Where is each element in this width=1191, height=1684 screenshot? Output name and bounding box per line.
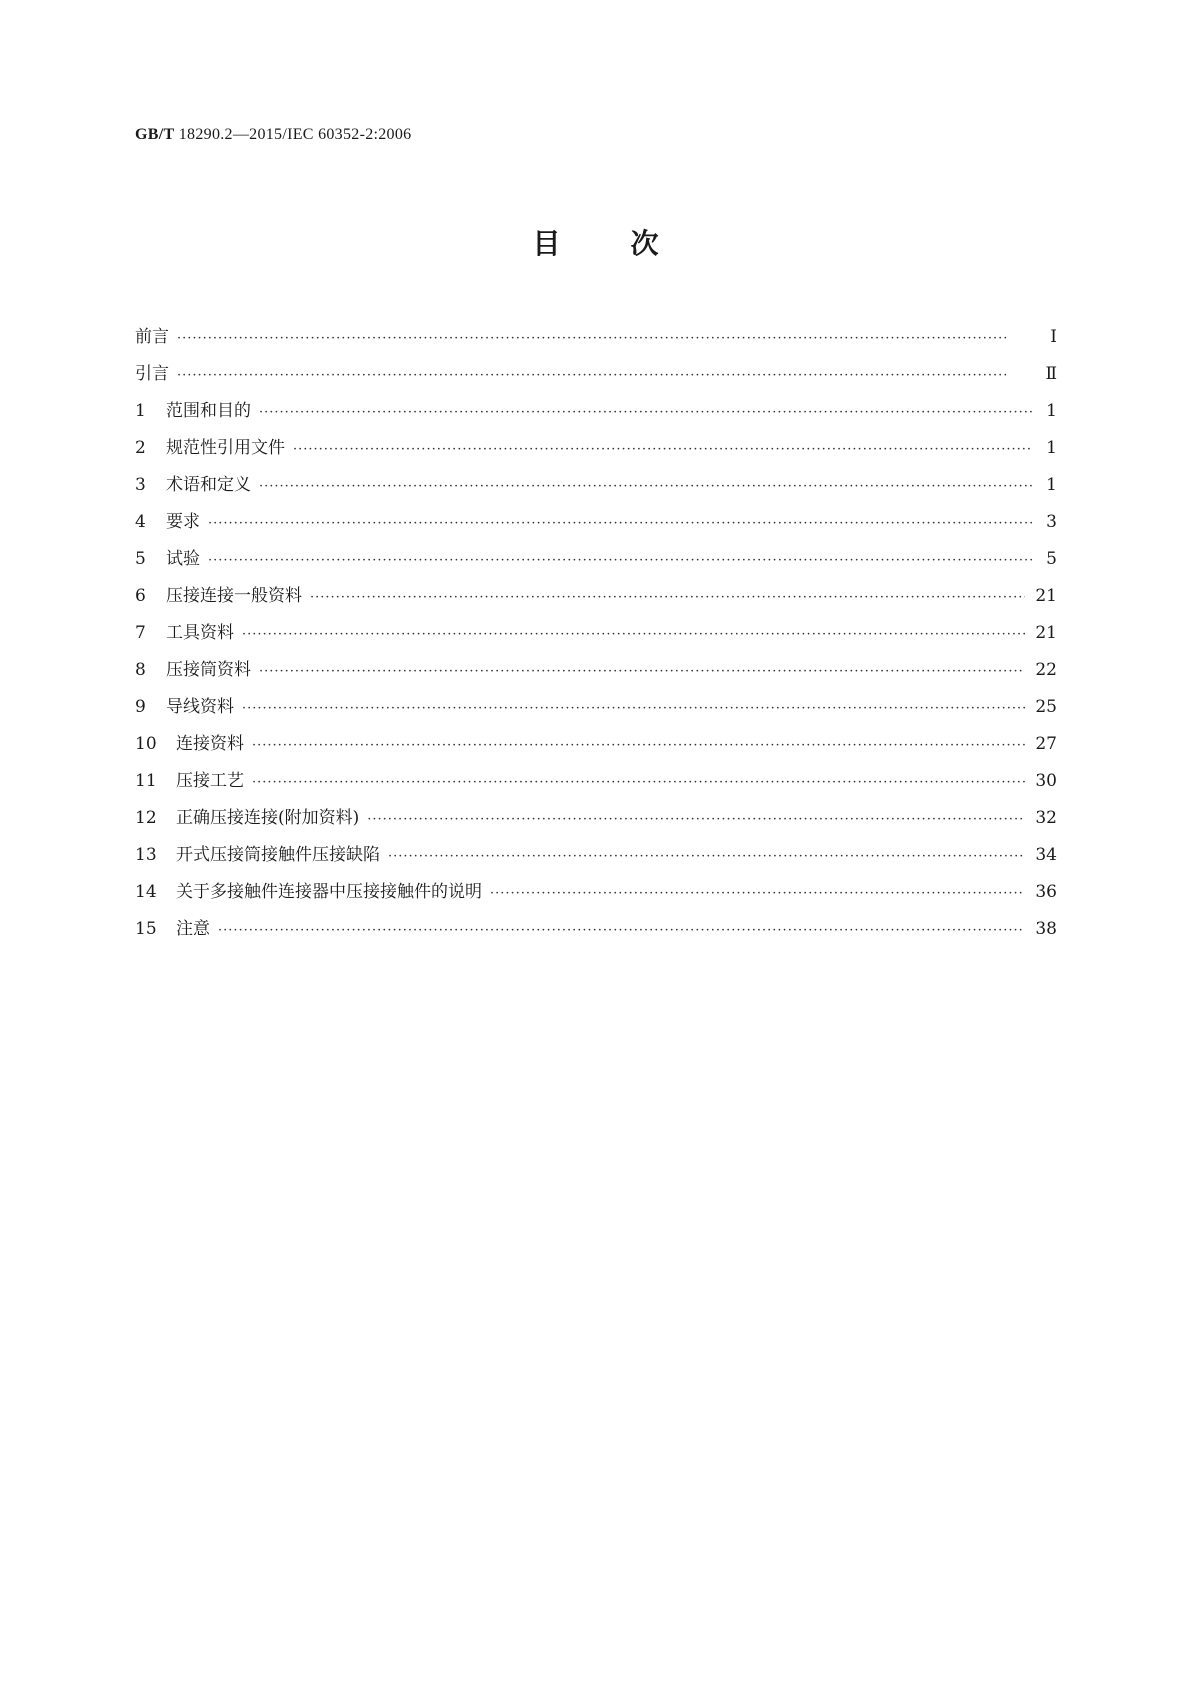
toc-entry-9[interactable]	[135, 692, 1057, 729]
toc-entry-number: 8	[135, 660, 146, 680]
dot-leader	[388, 849, 1025, 864]
toc-entry-label: 压接连接一般资料	[166, 586, 302, 606]
dot-leader	[259, 479, 1033, 494]
toc-entry-number: 3	[135, 475, 146, 495]
toc-entry-label: 规范性引用文件	[166, 438, 285, 458]
dot-leader	[177, 331, 1033, 346]
toc-entry-label: 连接资料	[176, 734, 244, 754]
toc-entry-page: Ⅱ	[1045, 364, 1057, 384]
toc-entry-12[interactable]	[135, 803, 1057, 840]
toc-entry-introduction[interactable]	[135, 359, 1057, 396]
toc-entry-number: 13	[135, 845, 157, 865]
dot-leader	[208, 516, 1033, 531]
toc-entry-label: 工具资料	[166, 623, 234, 643]
dot-leader	[259, 664, 1025, 679]
standard-number: 18290.2—2015/IEC 60352-2:2006	[178, 126, 412, 143]
toc-entry-label: 注意	[176, 919, 210, 939]
toc-entry-11[interactable]	[135, 766, 1057, 803]
page-title	[0, 222, 1191, 262]
toc-entry-page: 5	[1046, 549, 1057, 569]
toc-entry-page: 30	[1035, 771, 1057, 791]
toc-entry-label: 范围和目的	[166, 401, 251, 421]
toc-entry-label: 前言	[135, 327, 169, 347]
table-of-contents	[135, 322, 1057, 951]
dot-leader	[252, 738, 1025, 753]
toc-entry-label: 正确压接连接(附加资料)	[176, 808, 360, 828]
toc-entry-label: 关于多接触件连接器中压接接触件的说明	[176, 882, 482, 902]
dot-leader	[293, 442, 1033, 457]
toc-entry-page: 21	[1035, 623, 1057, 643]
toc-entry-2[interactable]	[135, 433, 1057, 470]
dot-leader	[252, 775, 1025, 790]
toc-entry-number: 4	[135, 512, 146, 532]
toc-entry-10[interactable]	[135, 729, 1057, 766]
toc-entry-page: 38	[1035, 919, 1057, 939]
toc-entry-1[interactable]	[135, 396, 1057, 433]
toc-entry-8[interactable]	[135, 655, 1057, 692]
toc-entry-page: 25	[1035, 697, 1057, 717]
toc-entry-page: 22	[1035, 660, 1057, 680]
dot-leader	[242, 701, 1025, 716]
toc-entry-4[interactable]	[135, 507, 1057, 544]
toc-entry-label: 开式压接筒接触件压接缺陷	[176, 845, 380, 865]
toc-entry-label: 术语和定义	[166, 475, 251, 495]
toc-entry-15[interactable]	[135, 914, 1057, 951]
toc-entry-page: 32	[1035, 808, 1057, 828]
toc-entry-page: 1	[1046, 438, 1057, 458]
dot-leader	[259, 405, 1033, 420]
toc-entry-foreword[interactable]	[135, 322, 1057, 359]
toc-entry-page: 1	[1046, 401, 1057, 421]
toc-entry-6[interactable]	[135, 581, 1057, 618]
toc-entry-page: 3	[1046, 512, 1057, 532]
dot-leader	[208, 553, 1033, 568]
dot-leader	[242, 627, 1025, 642]
toc-entry-label: 压接工艺	[176, 771, 244, 791]
toc-entry-page: 1	[1046, 475, 1057, 495]
toc-entry-14[interactable]	[135, 877, 1057, 914]
toc-entry-label: 压接筒资料	[166, 660, 251, 680]
toc-entry-page: 34	[1035, 845, 1057, 865]
toc-entry-number: 6	[135, 586, 146, 606]
toc-entry-7[interactable]	[135, 618, 1057, 655]
toc-entry-page: 21	[1035, 586, 1057, 606]
dot-leader	[490, 886, 1025, 901]
title-char-right: 次	[630, 227, 659, 260]
toc-entry-label: 试验	[166, 549, 200, 569]
dot-leader	[177, 368, 1033, 383]
title-char-left: 目	[532, 227, 561, 260]
dot-leader	[367, 812, 1025, 827]
dot-leader	[310, 590, 1025, 605]
toc-entry-13[interactable]	[135, 840, 1057, 877]
toc-entry-number: 9	[135, 697, 146, 717]
toc-entry-5[interactable]	[135, 544, 1057, 581]
toc-entry-number: 11	[135, 771, 157, 791]
toc-entry-number: 14	[135, 882, 157, 902]
toc-entry-number: 5	[135, 549, 146, 569]
toc-entry-number: 2	[135, 438, 146, 458]
toc-entry-number: 12	[135, 808, 157, 828]
dot-leader	[218, 923, 1025, 938]
standard-code: GB/T	[135, 126, 175, 143]
toc-entry-label: 引言	[135, 364, 169, 384]
toc-entry-number: 1	[135, 401, 146, 421]
toc-entry-3[interactable]	[135, 470, 1057, 507]
toc-entry-label: 要求	[166, 512, 200, 532]
toc-entry-number: 10	[135, 734, 157, 754]
toc-entry-number: 7	[135, 623, 146, 643]
toc-entry-number: 15	[135, 919, 157, 939]
standard-header	[135, 126, 411, 144]
toc-entry-label: 导线资料	[166, 697, 234, 717]
toc-entry-page: 36	[1035, 882, 1057, 902]
toc-entry-page: 27	[1035, 734, 1057, 754]
toc-entry-page: Ⅰ	[1050, 327, 1057, 347]
